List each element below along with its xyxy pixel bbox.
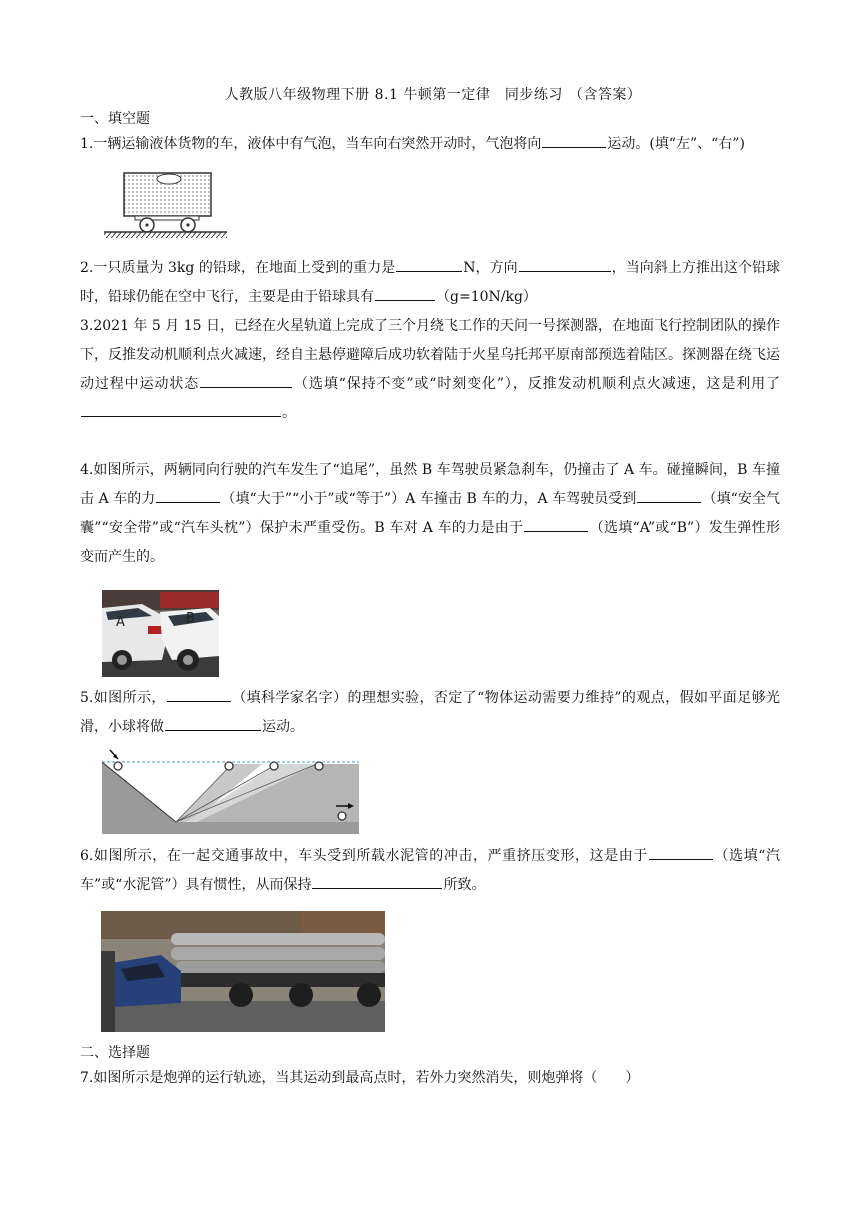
q4-protection-blank[interactable] [637,488,701,503]
title-main: 人教版八年级物理下册 8.1 牛顿第一定律 同步练习 [224,87,563,103]
q4-text-d: （选填“A”或“B”）发生弹性形变而产生的。 [80,520,780,565]
q5-scientist-blank[interactable] [167,687,231,702]
section-choice-heading: 二、选择题 [80,1045,150,1061]
q6-state-blank[interactable] [312,874,442,889]
q3-text-c: 。 [282,405,296,421]
q2-text-c: ，当向斜上方推出这个铅球时，铅球仍能在空中飞行，主要是由于铅球具有 [80,260,781,305]
q2-text-b: N，方向 [463,260,518,276]
q3-text-a: 3.2021 年 5 月 15 日，已经在火星轨道上完成了三个月绕飞工作的天问一号探测器，在地面飞行控制团队的操作下，反推发动机顺利点火减速，经自主悬停避障后成功软着陆于火星乌托邦平原南部预选着陆区。探测器在绕飞运动过程中运动状态 [80,318,780,392]
q1-text-a: 1.一辆运输液体货物的车，液体中有气泡，当车向右突然开动时，气泡将向 [80,136,542,152]
q2-property-blank[interactable] [375,286,435,301]
question-3 [80,312,780,428]
car-collision-photo [102,590,219,677]
question-5 [80,684,780,742]
q5-text-a: 5.如图所示， [80,690,166,706]
q2-text-d: （g=10N/kg） [436,289,537,305]
liquid-truck-figure [103,170,228,240]
question-6 [80,842,780,900]
q2-direction-blank[interactable] [519,257,611,272]
q4-text-a: 4.如图所示，两辆同向行驶的汽车发生了“追尾”，虽然 B 车驾驶员紧急刹车，仍撞击了 A 车。碰撞瞬间，B 车撞击 A 车的力 [80,462,780,507]
q1-text-b: 运动。(填“左”、“右”) [607,136,745,152]
car-b-label: B [186,611,195,626]
question-1 [80,130,780,159]
q3-text-b: （选填“保持不变”或“时刻变化”），反推发动机顺利点火减速，这是利用了 [293,376,780,392]
q4-deform-blank[interactable] [524,517,588,532]
q5-text-b: （填科学家名字）的理想实验，否定了“物体运动需要力维持”的观点，假如平面足够光滑，小球将做 [80,690,781,735]
q2-text-a: 2.一只质量为 3kg 的铅球，在地面上受到的重力是 [80,260,396,276]
question-2 [80,254,780,312]
q6-inertia-blank[interactable] [649,845,713,860]
cement-pipe-accident-photo [101,911,385,1032]
q3-state-blank[interactable] [200,373,292,388]
galileo-ramp-figure [102,748,359,834]
q6-text-b: （选填“汽车”或“水泥管”）具有惯性，从而保持 [80,848,780,893]
question-7 [80,1064,780,1093]
q7-text-a: 7.如图所示是炮弹的运行轨迹，当其运动到最高点时，若外力突然消失，则炮弹将（ ） [80,1070,640,1086]
q5-motion-blank[interactable] [165,716,261,731]
page-title [0,84,860,104]
q4-text-b: （填“大于”“小于”或“等于”）A 车撞击 B 车的力，A 车驾驶员受到 [221,491,637,507]
q4-force-blank[interactable] [156,488,220,503]
q4-text-c: （填“安全气囊”“安全带”或“汽车头枕”）保护未严重受伤。B 车对 A 车的力是由于 [80,491,780,536]
q5-text-c: 运动。 [262,719,304,735]
question-4 [80,456,780,572]
section-fill-heading: 一、填空题 [80,111,150,127]
title-suffix: （含答案） [568,87,642,103]
q2-gravity-blank[interactable] [396,257,462,272]
q6-text-a: 6.如图所示，在一起交通事故中，车头受到所载水泥管的冲击，严重挤压变形，这是由于 [80,848,648,864]
car-a-label: A [116,615,125,630]
q6-text-c: 所致。 [443,877,486,893]
q3-principle-blank[interactable] [81,402,281,417]
q1-answer-blank[interactable] [542,133,606,148]
